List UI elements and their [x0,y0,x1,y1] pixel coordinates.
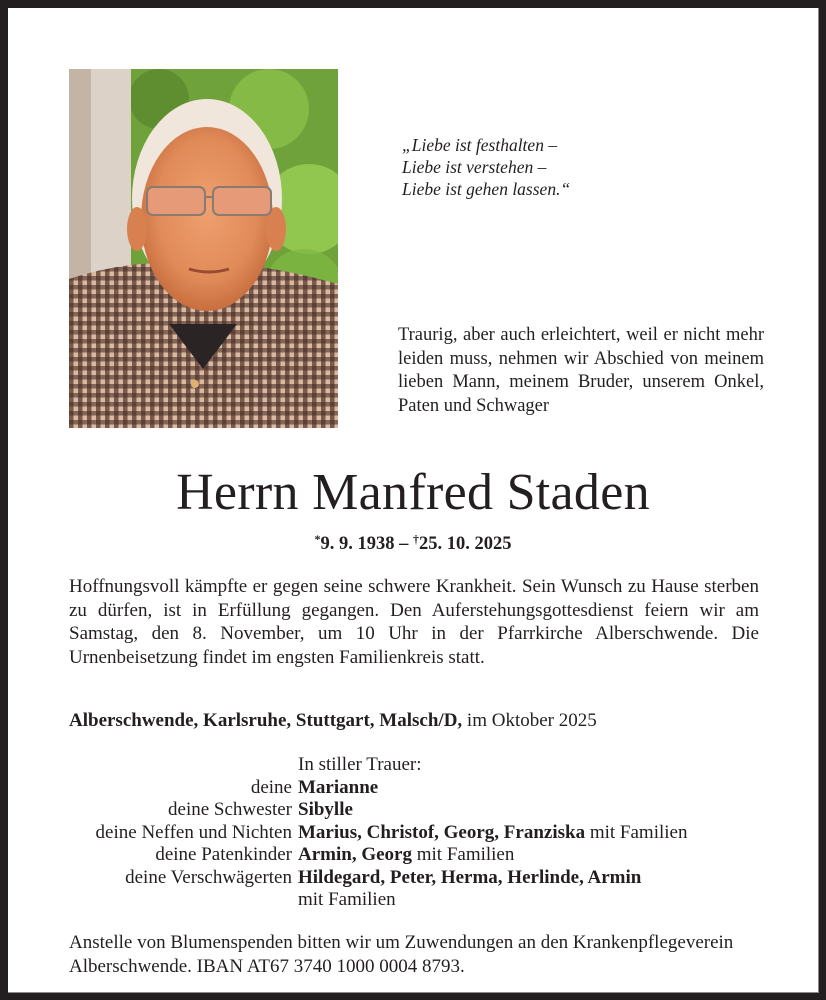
intro-text: Traurig, aber auch erleichtert, weil er nicht mehr leiden muss, nehmen wir Abschied von meinem lieben Mann, meinem Bruder, unserem Onkel, Paten und Schwager [398,325,764,416]
funeral-details [69,575,759,669]
mourner-row [48,799,778,822]
mourner-suffix: mit Familien [298,889,396,910]
quote [402,134,570,200]
mourner-relation: deine Neffen und Nichten [95,821,292,843]
date-separator: – [394,534,413,554]
quote-line: „Liebe ist festhalten – [402,135,558,155]
mourner-suffix: mit Familien [411,844,515,865]
portrait-photo [69,69,338,428]
death-date: 25. 10. 2025 [419,534,512,554]
birth-symbol: * [314,532,321,546]
mourner-relation [48,889,298,912]
mourner-row [48,889,778,912]
mourners-heading: In stiller Trauer: [298,754,422,775]
mourner-names: Hildegard, Peter, Herma, Herlinde, Armin [298,866,642,888]
mourner-relation: deine [250,776,292,798]
life-dates [8,532,818,555]
quote-line: Liebe ist verstehen – [402,157,547,177]
mourner-relation: deine Verschwägerten [125,866,292,888]
funeral-details-text: Hoffnungsvoll kämpfte er gegen seine schwere Krankheit. Sein Wunsch zu Hause sterben zu dürfen, ist in Erfüllung gegangen. Den Auferstehungsgottesdienst feiern wir am Samstag, den 8. November, um 10 Uhr in der Pfarrkirche Alberschwende. Die Urnenbeisetzung findet im engsten Familienkreis statt. [69,576,759,668]
mourner-row [48,822,778,845]
mourners-list [48,754,778,912]
mourner-relation: deine Schwester [168,799,292,820]
quote-line: Liebe ist gehen lassen.“ [402,179,571,199]
mourner-names: Marius, Christof, Georg, Franziska [298,821,586,843]
notice-date: im Oktober 2025 [462,710,597,731]
birth-date: 9. 9. 1938 [320,534,395,554]
mourner-names: Sibylle [298,799,353,820]
mourner-suffix: mit Familien [585,821,688,843]
mourner-row [48,867,778,890]
donation-notice: Anstelle von Blumenspenden bitten wir um Zuwendungen an den Krankenpflegeverein Alberschwende. IBAN AT67 3740 1000 0004 8793. [69,932,734,977]
place-and-date [69,710,597,732]
mourner-names: Armin, Georg [298,844,412,865]
mourner-row [48,777,778,800]
death-symbol: † [413,532,419,546]
mourner-relation: deine Patenkinder [155,844,292,865]
mourners-heading-row [48,754,778,777]
mourner-names: Marianne [298,776,379,798]
mourner-row [48,844,778,867]
locations: Alberschwende, Karlsruhe, Stuttgart, Malsch/D, [69,710,463,731]
obituary-page [8,8,819,993]
deceased-name: Herrn Manfred Staden [176,464,650,521]
